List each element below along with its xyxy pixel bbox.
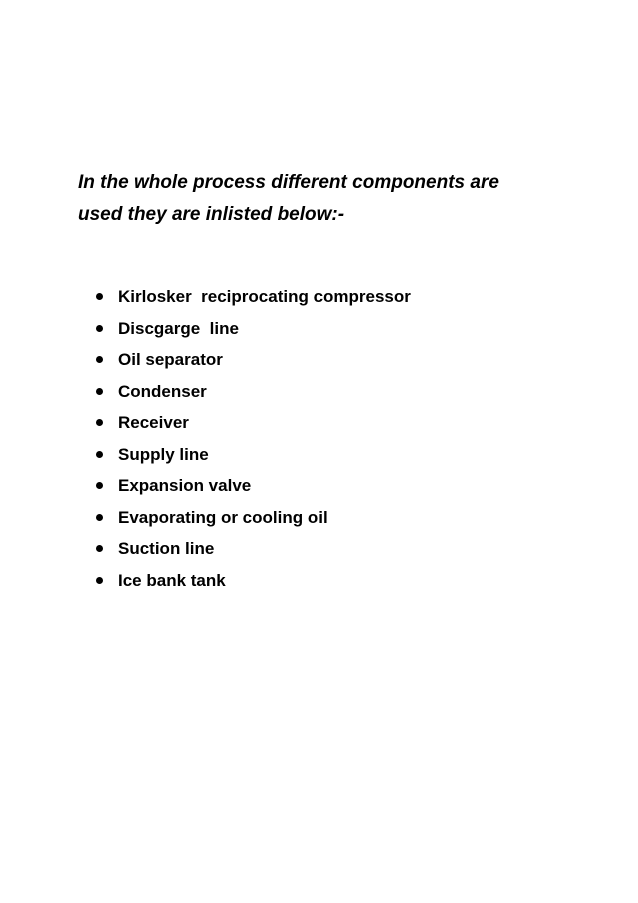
list-item [96,313,239,345]
list-item-text: Receiver [118,413,189,432]
list-item-text: Expansion valve [118,476,252,495]
list-item [96,439,209,471]
list-item-text: Suction line [118,539,215,558]
list-item [96,344,223,376]
list-item-text: Condenser [118,381,207,401]
intro-line-1: In the whole process different components are [78,172,499,193]
list-item [96,565,226,597]
list-item-text: Ice bank tank [118,570,226,590]
list-item-text: Supply line [118,444,209,464]
list-item [96,281,411,313]
bullet-icon [96,388,103,395]
bullet-icon [96,356,103,363]
components-list [96,281,411,596]
intro-paragraph [78,167,558,231]
list-item [96,502,328,534]
list-item-text: Discgarge line [118,318,239,338]
list-item [96,376,207,408]
list-item [96,407,189,439]
bullet-icon [96,325,103,332]
list-item-text: Kirlosker reciprocating compressor [118,287,411,306]
list-item-text: Oil separator [118,350,223,369]
bullet-icon [96,482,103,489]
bullet-icon [96,545,103,552]
bullet-icon [96,577,103,584]
bullet-icon [96,293,103,300]
bullet-icon [96,514,103,521]
bullet-icon [96,419,103,426]
list-item [96,533,215,565]
bullet-icon [96,451,103,458]
list-item [96,470,252,502]
intro-line-2: used they are inlisted below:- [78,204,345,225]
list-item-text: Evaporating or cooling oil [118,507,328,527]
